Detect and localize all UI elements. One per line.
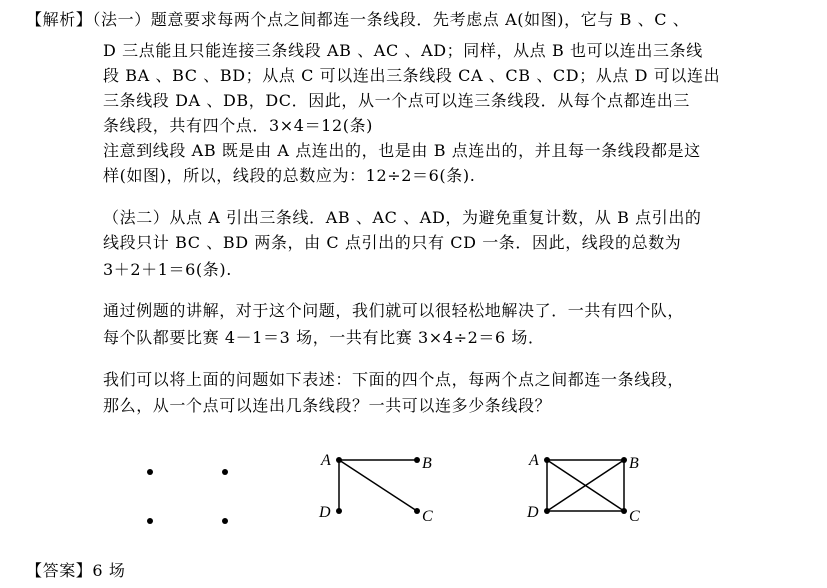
answer-value: 6 场 — [92, 561, 126, 580]
answer-line — [26, 561, 125, 581]
four-points-figure — [140, 460, 240, 530]
point-d — [544, 508, 550, 514]
example-line: 每个队都要比赛 4－1＝3 场，一共有比赛 3×4÷2＝6 场． — [103, 328, 545, 347]
method1-line: 条线段，共有四个点．3×4＝12(条) — [103, 116, 374, 135]
solution-tag: 【解析】 — [26, 10, 93, 29]
point-d — [336, 508, 342, 514]
point-a — [544, 457, 550, 463]
point — [222, 469, 228, 475]
point-a — [336, 457, 342, 463]
lines-from-a-figure — [310, 445, 450, 535]
label-d: D — [527, 504, 539, 521]
point-b — [621, 457, 627, 463]
label-b: B — [629, 455, 639, 472]
label-a: A — [321, 452, 331, 469]
complete-graph-figure — [520, 445, 660, 535]
method1-line: D 三点能且只能连接三条线段 AB 、AC 、AD；同样，从点 B 也可以连出三条线 — [103, 41, 703, 60]
method1-line: （法一）题意要求每两个点之间都连一条线段．先考虑点 A(如图)，它与 B 、C 、 — [92, 10, 690, 29]
method1-line: 注意到线段 AB 既是由 A 点连出的，也是由 B 点连出的，并且每一条线段都是这 — [103, 141, 701, 160]
point — [147, 469, 153, 475]
label-d: D — [319, 504, 331, 521]
method2-line: 3＋2＋1＝6(条). — [103, 260, 232, 279]
answer-tag: 【答案】 — [26, 561, 93, 580]
restate-line: 那么，从一个点可以连出几条线段？一共可以连多少条线段？ — [103, 396, 552, 415]
method2-line: （法二）从点 A 引出三条线．AB 、AC 、AD，为避免重复计数，从 B 点引出的 — [103, 208, 702, 227]
method1-line: 样(如图)，所以，线段的总数应为：12÷2＝6(条). — [103, 166, 476, 185]
label-b: B — [422, 455, 432, 472]
point-c — [621, 508, 627, 514]
example-line: 通过例题的讲解，对于这个问题，我们就可以很轻松地解决了．一共有四个队， — [103, 301, 685, 320]
point — [222, 518, 228, 524]
point — [147, 518, 153, 524]
segment-ac — [339, 460, 417, 511]
solution-line-1 — [26, 10, 689, 30]
restate-line: 我们可以将上面的问题如下表述：下面的四个点，每两个点之间都连一条线段， — [103, 370, 685, 389]
method1-line: 三条线段 DA 、DB，DC．因此，从一个点可以连三条线段．从每个点都连出三 — [103, 91, 691, 110]
label-a: A — [529, 452, 539, 469]
method1-line: 段 BA 、BC 、BD；从点 C 可以连出三条线段 CA 、CB 、CD；从点 D 可以连出 — [103, 66, 721, 85]
label-c: C — [422, 508, 433, 525]
label-c: C — [629, 508, 640, 525]
method2-line: 线段只计 BC 、BD 两条，由 C 点引出的只有 CD 一条．因此，线段的总数为 — [103, 233, 682, 252]
point-c — [414, 508, 420, 514]
point-b — [414, 457, 420, 463]
